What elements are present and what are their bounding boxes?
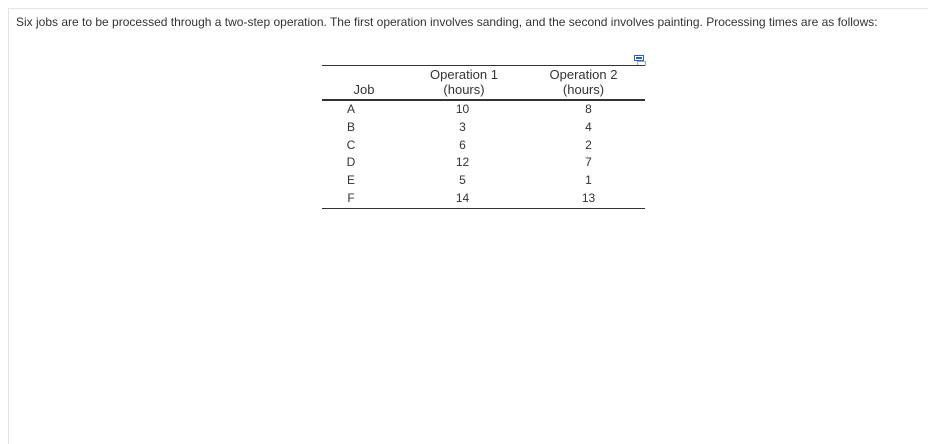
cell-job: D <box>346 155 356 170</box>
cell-op2: 2 <box>585 137 592 152</box>
cell-op1: 12 <box>455 155 470 170</box>
header-operation-2 <box>522 66 645 101</box>
table-row <box>322 100 645 119</box>
cell-op1: 10 <box>455 102 470 116</box>
header-job-label: Job <box>353 82 375 97</box>
header-operation-1 <box>406 66 522 101</box>
table-row <box>322 190 645 208</box>
cell-op2: 4 <box>585 119 592 134</box>
table-row <box>322 119 645 137</box>
table-header-row <box>322 66 645 101</box>
processing-times-table <box>322 65 645 209</box>
header-op1-unit: (hours) <box>443 82 485 97</box>
cell-job: C <box>346 137 356 152</box>
cell-job: E <box>346 173 355 188</box>
header-job <box>322 66 406 101</box>
header-op2-title: Operation 2 <box>549 67 618 82</box>
table-row <box>322 172 645 190</box>
table-row <box>322 137 645 155</box>
table-row <box>322 154 645 172</box>
cell-op2: 8 <box>585 102 592 116</box>
problem-intro-text: Six jobs are to be processed through a two-step operation. The first operation involves sanding, and the second involves painting. Processing times are as follows: <box>16 15 878 29</box>
cell-op2: 13 <box>581 190 596 205</box>
cell-op1: 3 <box>459 119 466 134</box>
cell-job: B <box>346 119 355 134</box>
header-op1-title: Operation 1 <box>430 67 498 82</box>
cell-op1: 5 <box>459 173 466 188</box>
cell-op1: 14 <box>455 190 470 205</box>
cell-op2: 7 <box>585 155 592 170</box>
cell-job: A <box>346 102 355 116</box>
cell-op1: 6 <box>459 137 466 152</box>
cell-op2: 1 <box>585 173 592 188</box>
header-op2-unit: (hours) <box>562 82 605 97</box>
cell-job: F <box>347 190 355 205</box>
copy-table-icon[interactable] <box>634 53 646 64</box>
